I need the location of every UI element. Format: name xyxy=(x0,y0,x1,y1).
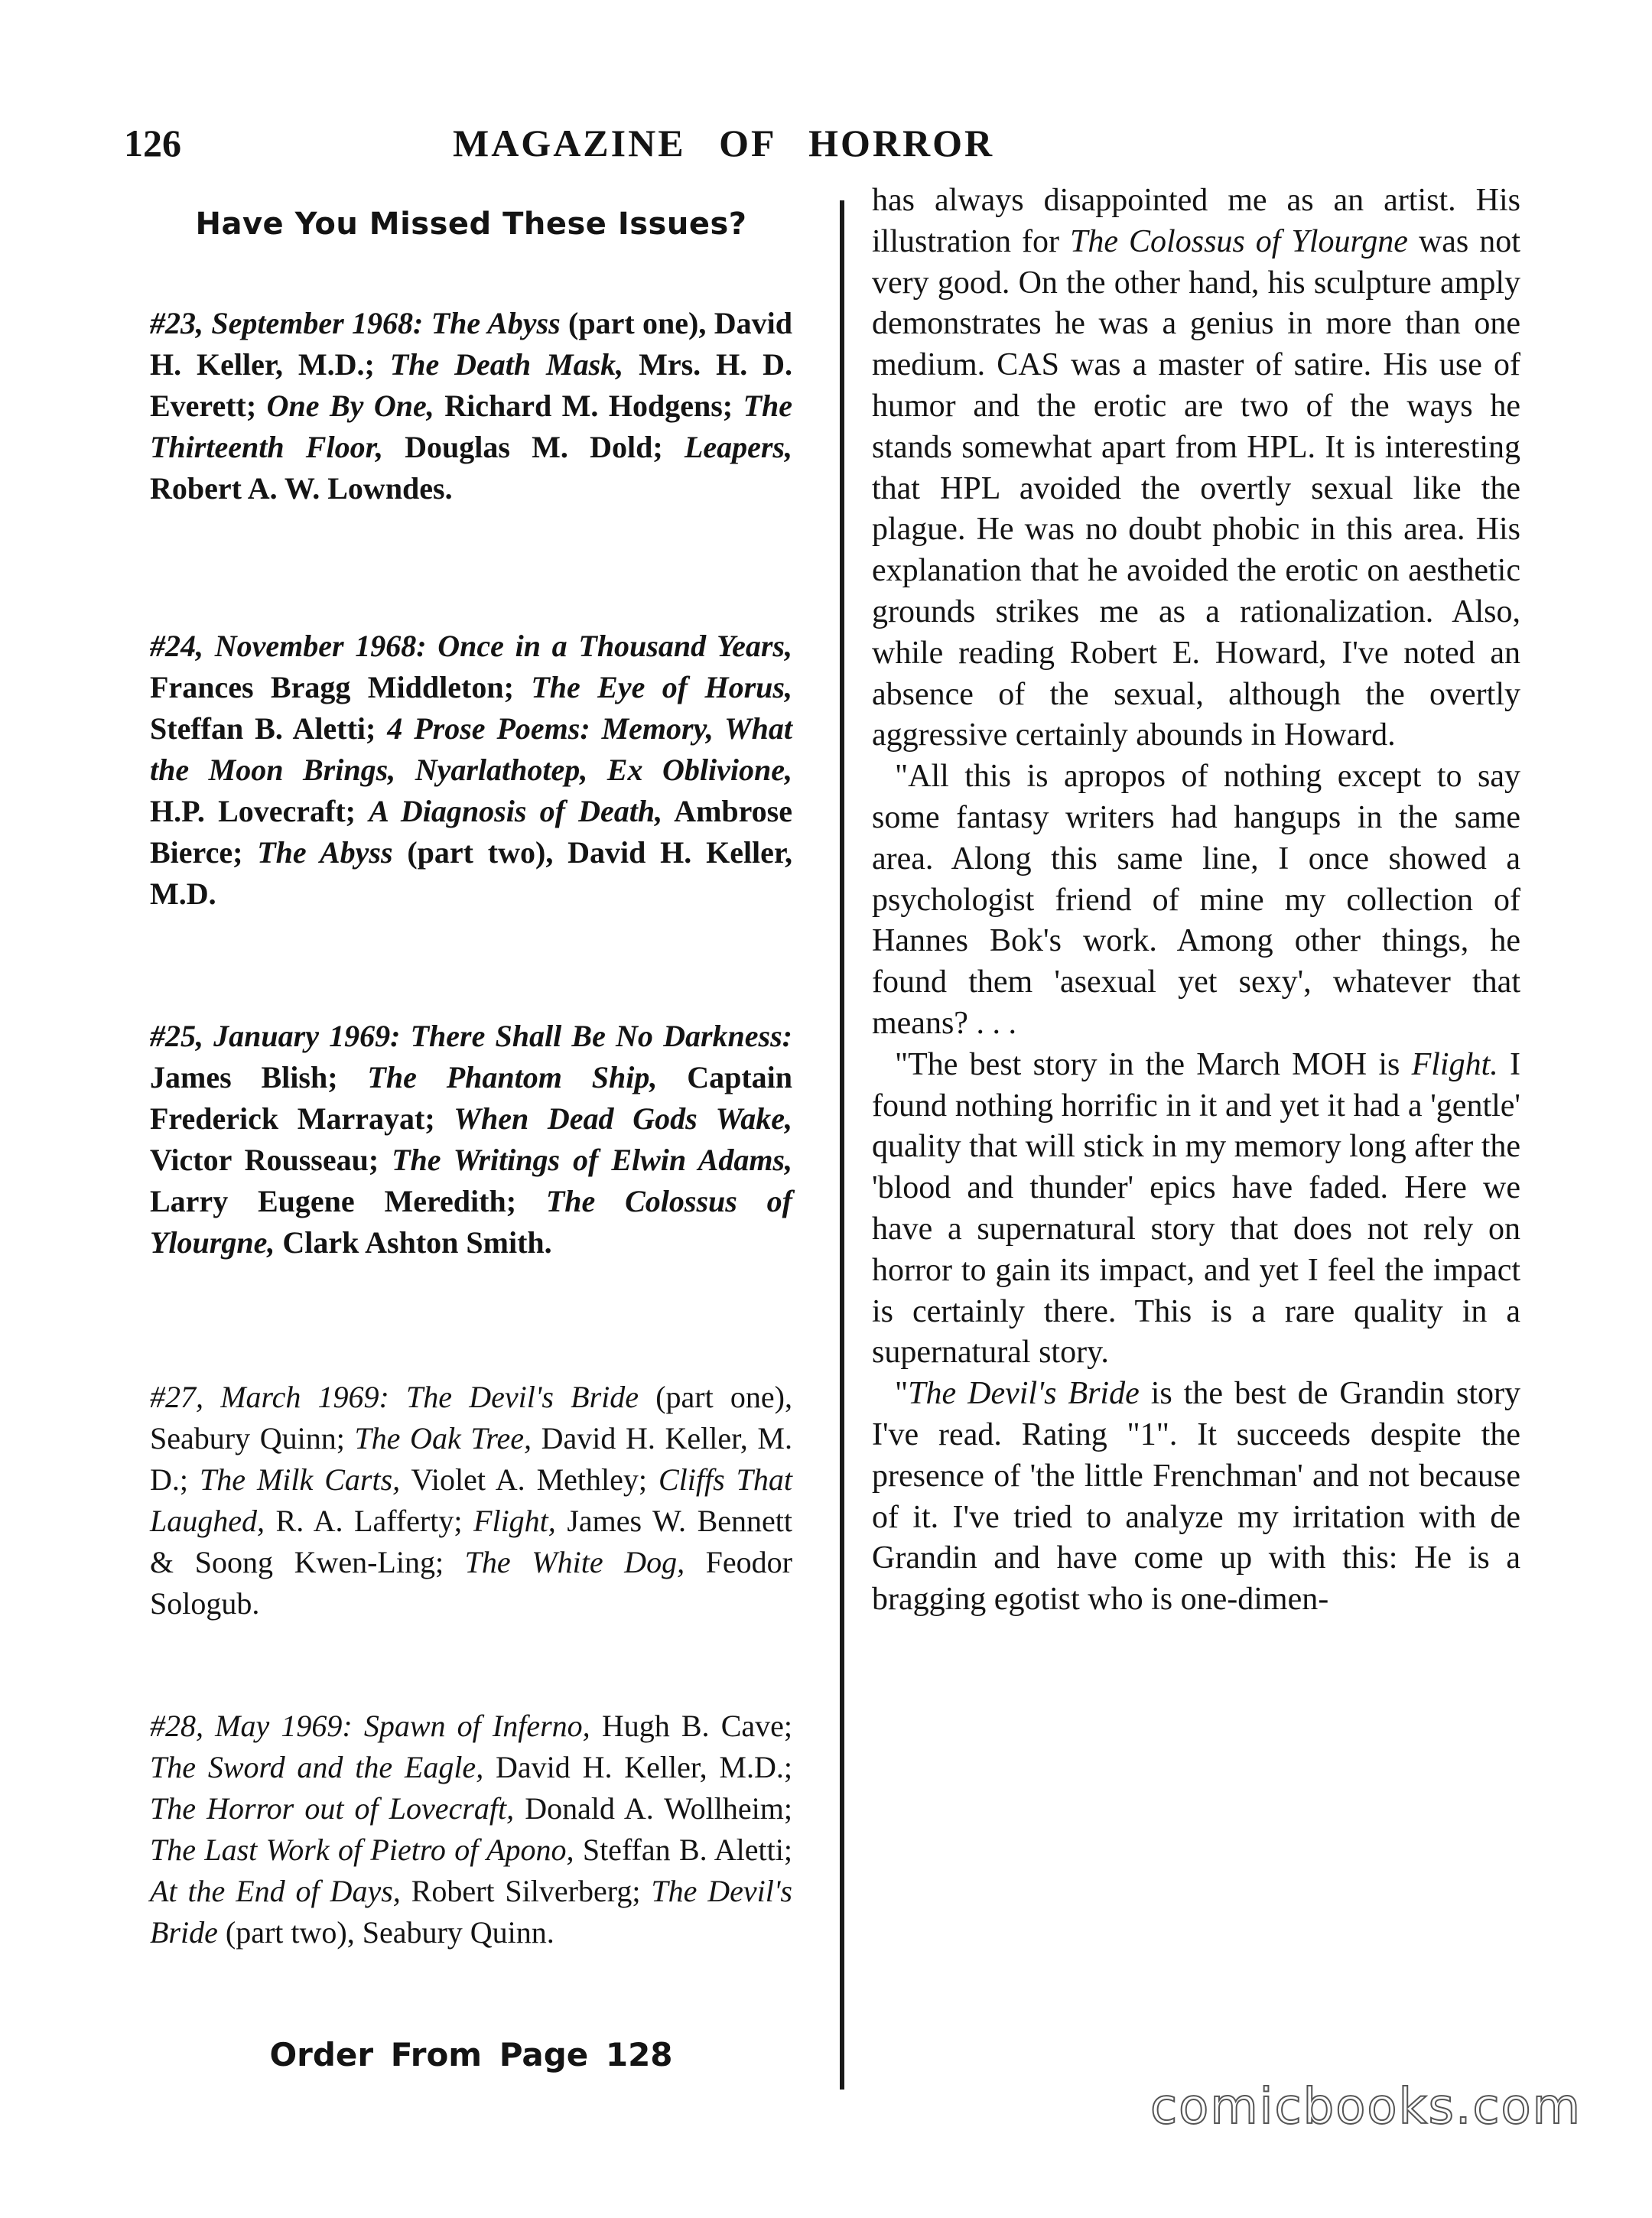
italic-title-run: The Eye of Horus, xyxy=(531,670,792,704)
text-run: Larry Eugene Meredith; xyxy=(150,1184,546,1218)
text-run: " xyxy=(895,1376,909,1412)
italic-title-run: Cliffs That Laughed, xyxy=(150,1462,792,1538)
text-run: "All this is apropos of nothing except to say some fantasy writers had hangups in the same area. Along this same line, I once showed a psychologist friend of mine my collection of Hannes Bok's work. Among other things, he found them 'asexual yet sexy', whatever that means? . . . xyxy=(872,759,1520,1041)
issue-25 xyxy=(150,1016,792,1263)
italic-title-run: The Last Work of Pietro of Apono, xyxy=(150,1833,574,1867)
text-run: "The best story in the March MOH is xyxy=(895,1046,1412,1082)
italic-title-run: #28, May 1969: Spawn of Inferno, xyxy=(150,1709,590,1743)
italic-title-run: The Phantom Ship, xyxy=(367,1060,658,1094)
italic-title-run: #23, September 1968: The Abyss xyxy=(150,306,561,340)
italic-title-run: At the End of Days, xyxy=(150,1874,401,1908)
text-run: Steffan B. Aletti; xyxy=(150,711,388,746)
text-run: David H. Keller, M.D.; xyxy=(483,1750,792,1784)
text-run: James W. Bennett & Soong Kwen-Ling; xyxy=(150,1504,793,1579)
running-title: MAGAZINE OF HORROR xyxy=(453,122,995,164)
text-run: Frances Bragg Middleton; xyxy=(150,670,532,704)
italic-title-run: The Thirteenth Floor, xyxy=(150,389,792,464)
watermark: comicbooks.com xyxy=(1150,2079,1582,2135)
italic-title-run: The Oak Tree, xyxy=(354,1421,532,1455)
italic-title-run: One By One, xyxy=(266,389,434,423)
italic-title-run: The Devil's Bride xyxy=(150,1874,792,1950)
text-run: R. A. Lafferty; xyxy=(265,1504,474,1538)
italic-title-run: The Abyss xyxy=(257,835,393,870)
left-column xyxy=(150,207,793,2073)
page-number: 126 xyxy=(124,122,181,164)
text-run: is the best de Grandin story I've read. Rating "1". It succeeds despite the presence of 'the little Frenchman' and not because of it. I've tried to analyze my irritation with de Grandin and have come up with this: He is a bragging egotist who is one-dimen- xyxy=(872,1376,1520,1618)
text-run: (part two), Seabury Quinn. xyxy=(217,1915,554,1950)
issue-27 xyxy=(150,1377,792,1624)
italic-title-run: The Horror out of Lovecraft, xyxy=(150,1791,515,1826)
text-run: Clark Ashton Smith. xyxy=(275,1225,552,1260)
text-run: David H. Keller, M. D.; xyxy=(150,1421,792,1497)
text-run: I found nothing horrific in it and yet it had a 'gentle' quality that will stick in my memory long after the 'blood and thunder' epics have faded. Here we have a supernatural story that does not rely on horror to gain its impact, and yet I feel the impact is certainly there. This is a rare quality in a supernatural story. xyxy=(872,1046,1520,1371)
italic-title-run: #27, March 1969: The Devil's Bride xyxy=(150,1380,639,1414)
letter-paragraph-1 xyxy=(872,180,1520,756)
text-run: Robert Silverberg; xyxy=(400,1874,652,1908)
text-run: Ambrose Bierce; xyxy=(150,794,792,870)
issue-23 xyxy=(150,303,792,509)
italic-title-run: 4 Prose Poems: Memory, What the Moon Brings, Nyarlathotep, Ex Oblivione, xyxy=(150,711,792,787)
italic-title-run: The Sword and the Eagle, xyxy=(150,1750,484,1784)
italic-title-run: The Milk Carts, xyxy=(199,1462,401,1497)
text-run: Donald A. Wollheim; xyxy=(514,1791,792,1826)
italic-title-run: Leapers, xyxy=(684,430,792,464)
text-run: (part one), Seabury Quinn; xyxy=(150,1380,792,1455)
text-run: (part one), David H. Keller, M.D.; xyxy=(150,306,792,382)
text-run: was not very good. On the other hand, his sculpture amply demonstrates he was a genius in more than one medium. CAS was a master of satire. His use of humor and the erotic are two of the ways he stands somewhat apart from HPL. It is interesting that HPL avoided the overtly sexual like the plague. He was no doubt phobic in this area. His explanation that he avoided the erotic on aesthetic grounds strikes me as a rationalization. Also, while reading Robert E. Howard, I've noted an absence of the sexual, although the overtly aggressive certainly abounds in Howard. xyxy=(872,223,1520,753)
letter-paragraph-2 xyxy=(872,756,1520,1045)
italic-title-run: The White Dog, xyxy=(464,1545,685,1579)
italic-title-run: The Devil's Bride xyxy=(908,1376,1140,1412)
letter-paragraph-3 xyxy=(872,1045,1520,1374)
italic-title-run: Flight, xyxy=(473,1504,556,1538)
italic-title-run: A Diagnosis of Death, xyxy=(369,794,663,828)
order-from-page: Order From Page 128 xyxy=(269,2036,673,2073)
issues-box-heading: Have You Missed These Issues? xyxy=(195,207,747,242)
column-divider xyxy=(840,200,844,2090)
italic-title-run: The Colossus of Ylourgne xyxy=(1070,223,1408,259)
letter-paragraph-4 xyxy=(872,1374,1520,1621)
text-run: Hugh B. Cave; xyxy=(590,1709,792,1743)
text-run: has always disappointed me as an artist. His illustration for xyxy=(872,183,1520,259)
text-run: Captain Frederick Marrayat; xyxy=(150,1060,792,1136)
italic-title-run: The Death Mask, xyxy=(389,347,624,382)
text-run: H.P. Lovecraft; xyxy=(150,794,369,828)
italic-title-run: #24, November 1968: Once in a Thousand Years, xyxy=(150,629,792,663)
italic-title-run: When Dead Gods Wake, xyxy=(454,1101,792,1136)
text-run: Douglas M. Dold; xyxy=(382,430,685,464)
text-run: Robert A. W. Lowndes. xyxy=(150,471,453,506)
text-run: Mrs. H. D. Everett; xyxy=(150,347,792,423)
issue-24 xyxy=(150,626,792,915)
text-run: James Blish; xyxy=(150,1060,368,1094)
text-run: Victor Rousseau; xyxy=(150,1143,392,1177)
right-column xyxy=(872,180,1520,1621)
text-run: Feodor Sologub. xyxy=(150,1545,792,1621)
italic-title-run: The Writings of Elwin Adams, xyxy=(392,1143,792,1177)
text-run: Violet A. Methley; xyxy=(400,1462,659,1497)
text-run: Richard M. Hodgens; xyxy=(434,389,743,423)
italic-title-run: Flight. xyxy=(1411,1046,1498,1082)
issue-28 xyxy=(150,1706,792,1953)
text-run: (part two), David H. Keller, M.D. xyxy=(150,835,793,911)
text-run: Steffan B. Aletti; xyxy=(574,1833,793,1867)
italic-title-run: #25, January 1969: There Shall Be No Darkness: xyxy=(150,1019,792,1053)
italic-title-run: The Colossus of Ylourgne, xyxy=(150,1184,793,1260)
